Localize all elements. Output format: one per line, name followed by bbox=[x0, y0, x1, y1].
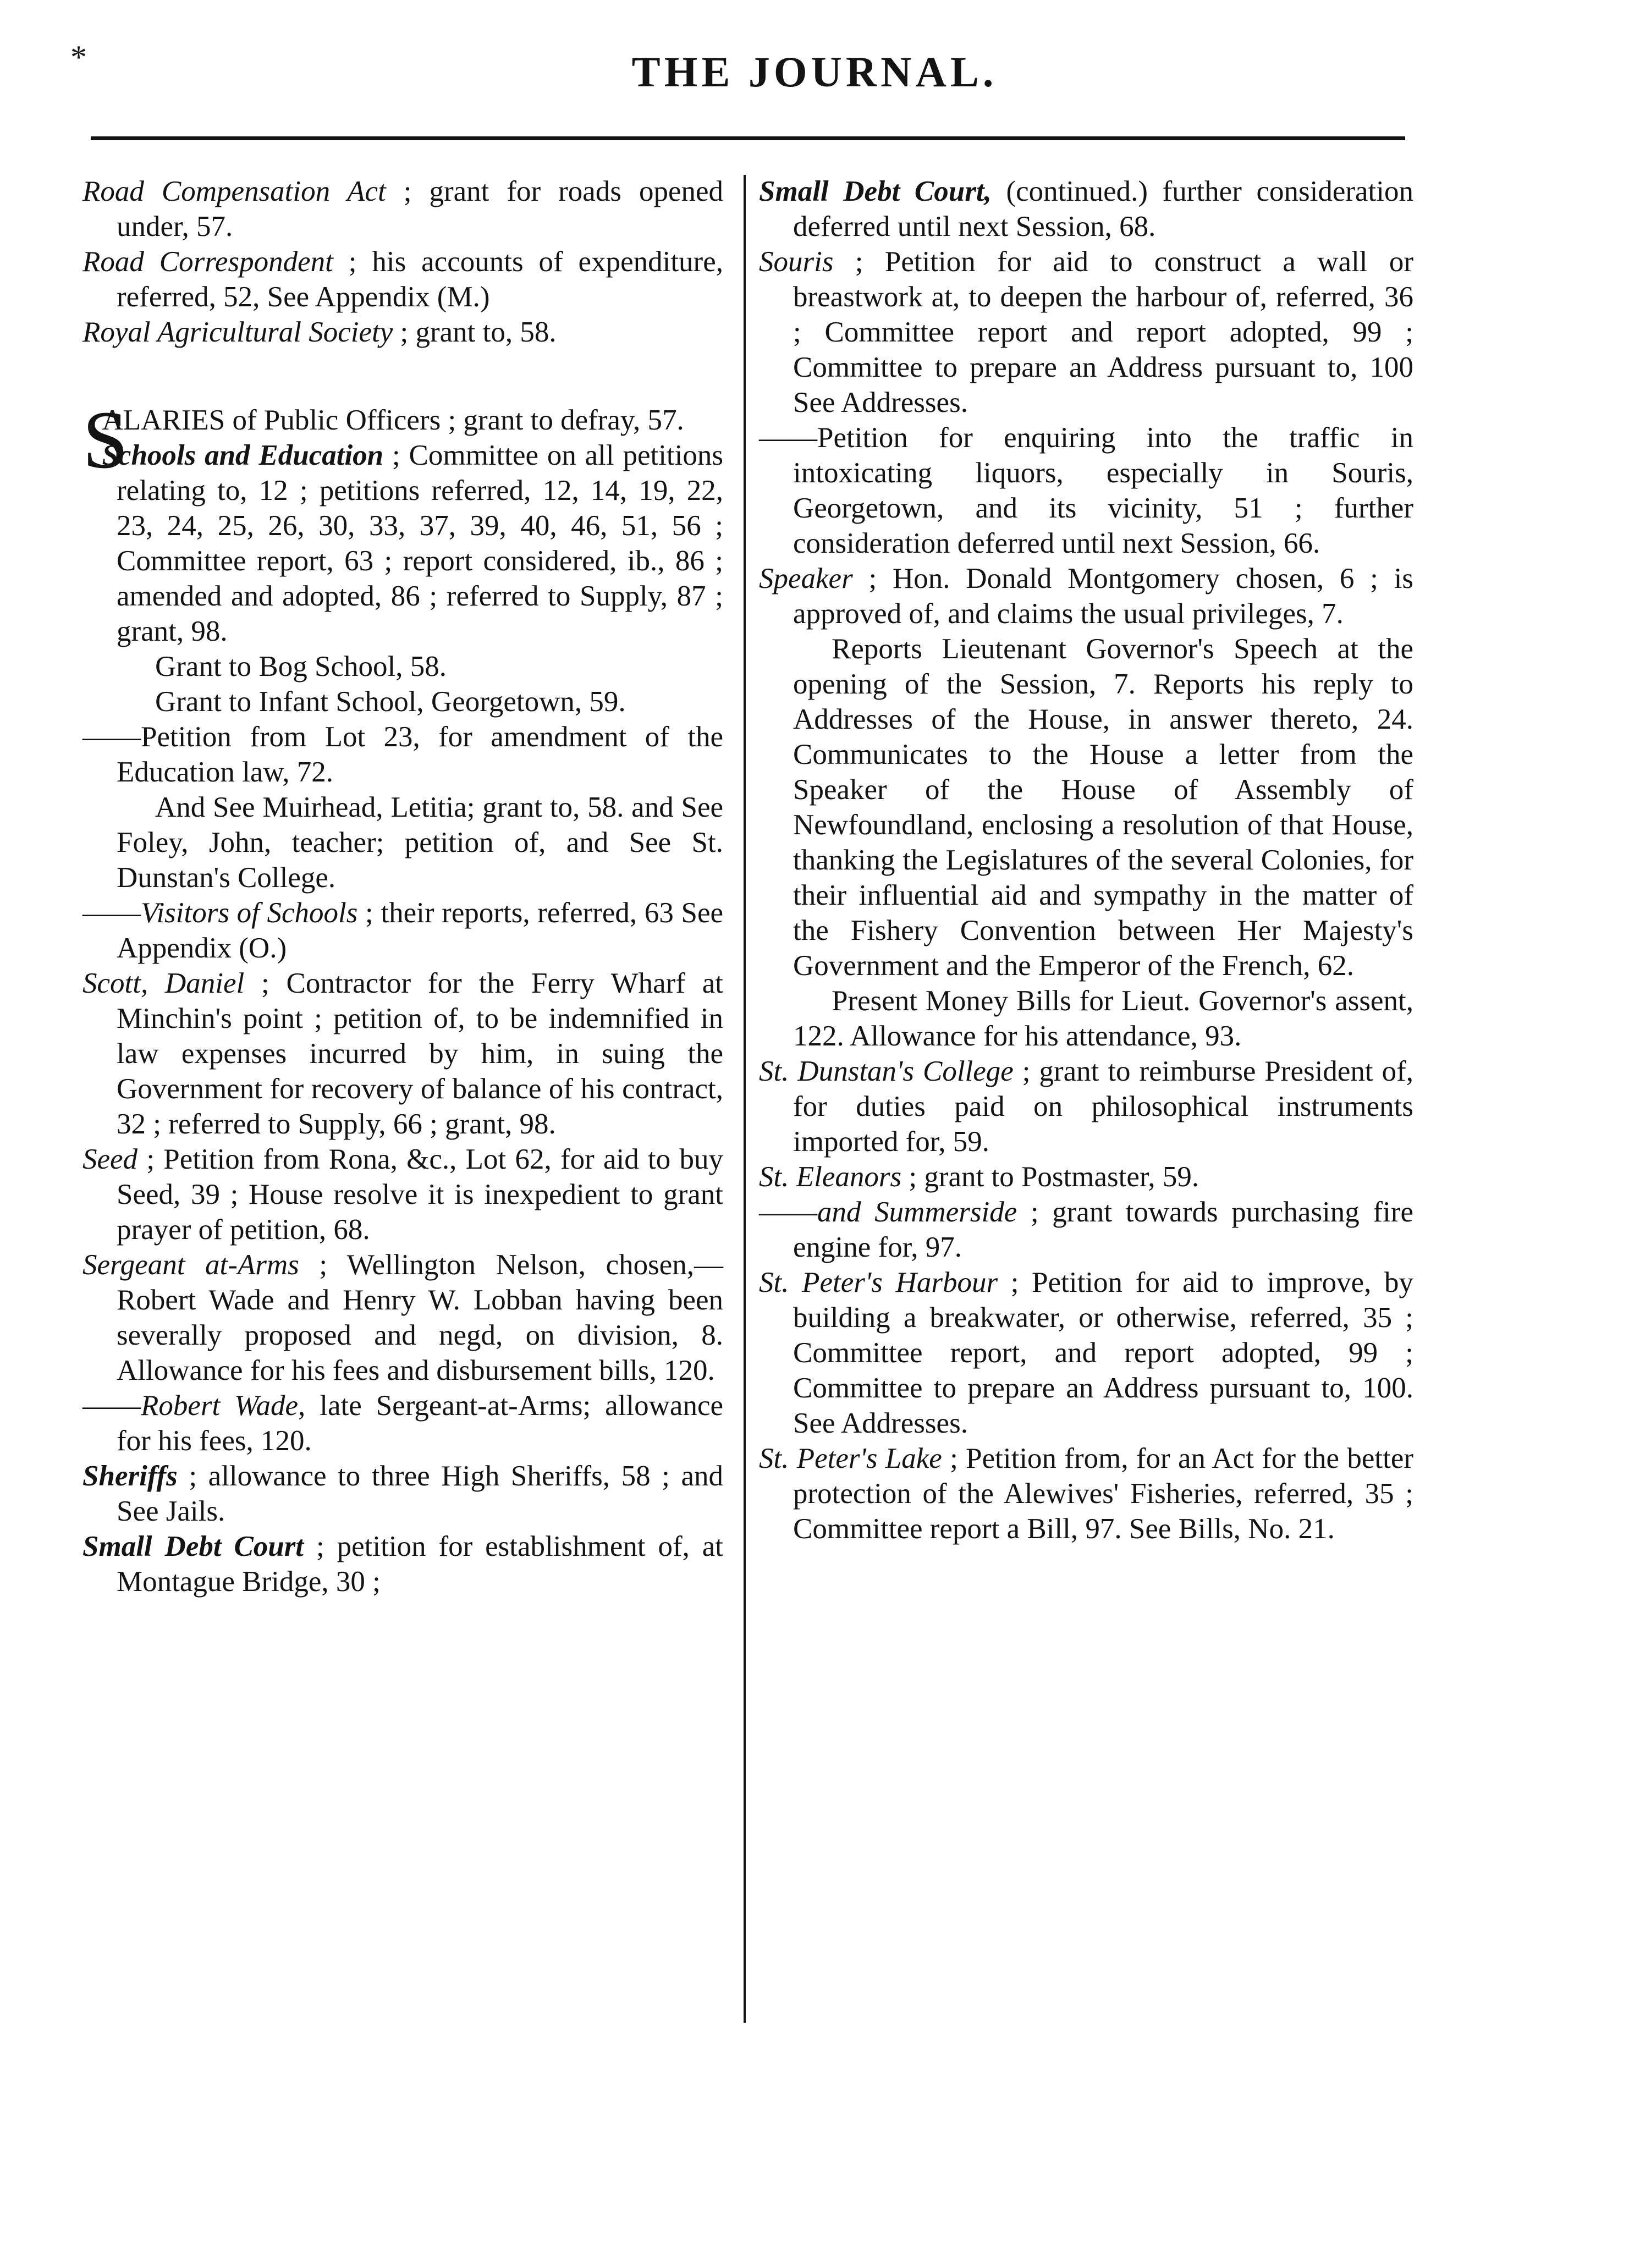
index-entry: Speaker ; Hon. Donald Montgomery chosen, 6 ; is approved of, and claims the usual privileges, 7. bbox=[759, 563, 1413, 630]
index-entry: Seed ; Petition from Rona, &c., Lot 62, for aid to buy Seed, 39 ; House resolve it is inexpedient to grant prayer of petition, 68. bbox=[82, 1143, 723, 1246]
column-divider bbox=[744, 175, 746, 2023]
index-entry: ——Visitors of Schools ; their reports, referred, 63 See Appendix (O.) bbox=[82, 897, 723, 964]
index-entry: St. Peter's Lake ; Petition from, for an Act for the better protection of the Alewives' Fisheries, referred, 35 ; Committee report a Bill, 97. See Bills, No. 21. bbox=[759, 1443, 1413, 1545]
left-column bbox=[82, 174, 723, 1599]
page-title: THE JOURNAL. bbox=[631, 48, 998, 96]
index-entry: Sergeant at-Arms ; Wellington Nelson, chosen,—Robert Wade and Henry W. Lobban having been severally proposed and negd, on division, 8. Allowance for his fees and disbursement bills, 120. bbox=[82, 1249, 723, 1386]
index-entry: Schools and Education ; Committee on all petitions relating to, 12 ; petitions referred, 12, 14, 19, 22, 23, 24, 25, 26, 30, 33, 37, 39, 40, 46, 51, 56 ; Committee report, 63 ; report considered, ib., 86 ; amended and adopted, 86 ; referred to Supply, 87 ; grant, 98. bbox=[102, 439, 723, 647]
index-subentry: Present Money Bills for Lieut. Governor's assent, 122. Allowance for his attendance, 93. bbox=[793, 985, 1413, 1052]
index-entry: Sheriffs ; allowance to three High Sheriffs, 58 ; and See Jails. bbox=[82, 1460, 723, 1527]
index-entry: Scott, Daniel ; Contractor for the Ferry Wharf at Minchin's point ; petition of, to be indemnified in law expenses incurred by him, in suing the Government for recovery of balance of his contract, 32 ; referred to Supply, 66 ; grant, 98. bbox=[82, 967, 723, 1140]
header-rule bbox=[91, 136, 1405, 140]
right-column bbox=[759, 174, 1413, 1546]
index-entry: ——Robert Wade, late Sergeant-at-Arms; allowance for his fees, 120. bbox=[82, 1390, 723, 1457]
page-mark: * bbox=[70, 39, 87, 75]
index-entry: Road Compensation Act ; grant for roads opened under, 57. bbox=[82, 175, 724, 243]
index-entry: ——and Summerside ; grant towards purchasing fire engine for, 97. bbox=[759, 1196, 1413, 1263]
index-entry: ——Petition for enquiring into the traffic in intoxicating liquors, especially in Souris, Georgetown, and its vicinity, 51 ; further consideration deferred until next Session, 66. bbox=[759, 422, 1413, 559]
index-entry: Small Debt Court ; petition for establishment of, at Montague Bridge, 30 ; bbox=[82, 1531, 724, 1598]
index-entry: St. Peter's Harbour ; Petition for aid to improve, by building a breakwater, or otherwise, referred, 35 ; Committee report, and report adopted, 99 ; Committee to prepare an Address pursuant to, 100. See Addresses. bbox=[759, 1267, 1414, 1439]
index-entry: Souris ; Petition for aid to construct a wall or breastwork at, to deepen the harbour of, referred, 36 ; Committee report and report adopted, 99 ; Committee to prepare an Address pursuant to, 100 See Addresses. bbox=[759, 246, 1413, 419]
index-entry: Small Debt Court, (continued.) further consideration deferred until next Session, 68. bbox=[759, 175, 1413, 243]
index-subentry: Grant to Bog School, 58. bbox=[155, 651, 447, 682]
index-entry: St. Dunstan's College ; grant to reimburse President of, for duties paid on philosophical instruments imported for, 59. bbox=[759, 1055, 1413, 1158]
drop-cap: S bbox=[82, 394, 129, 486]
index-entry: Royal Agricultural Society ; grant to, 58. bbox=[82, 316, 557, 348]
index-entry: St. Eleanors ; grant to Postmaster, 59. bbox=[759, 1161, 1199, 1193]
index-entry: S ALARIES of Public Officers ; grant to defray, 57. bbox=[82, 394, 684, 486]
index-entry: Road Correspondent ; his accounts of expenditure, referred, 52, See Appendix (M.) bbox=[82, 246, 723, 313]
index-subentry: Reports Lieutenant Governor's Speech at the opening of the Session, 7. Reports his reply to Addresses of the House, in answer thereto, 24. Communicates to the House a letter from the Speaker of the House of Assembly of Newfoundland, enclosing a resolution of that House, thanking the Legislatures of the several Colonies, for their influential aid and sympathy in the matter of the Fishery Convention between Her Majesty's Government and the Emperor of the French, 62. bbox=[793, 633, 1413, 982]
index-entry: ——Petition from Lot 23, for amendment of the Education law, 72. bbox=[82, 721, 723, 788]
index-subentry: Grant to Infant School, Georgetown, 59. bbox=[155, 686, 626, 718]
spacer bbox=[82, 350, 723, 403]
index-subentry: And See Muirhead, Letitia; grant to, 58. and See Foley, John, teacher; petition of, and See St. Dunstan's College. bbox=[117, 791, 723, 894]
